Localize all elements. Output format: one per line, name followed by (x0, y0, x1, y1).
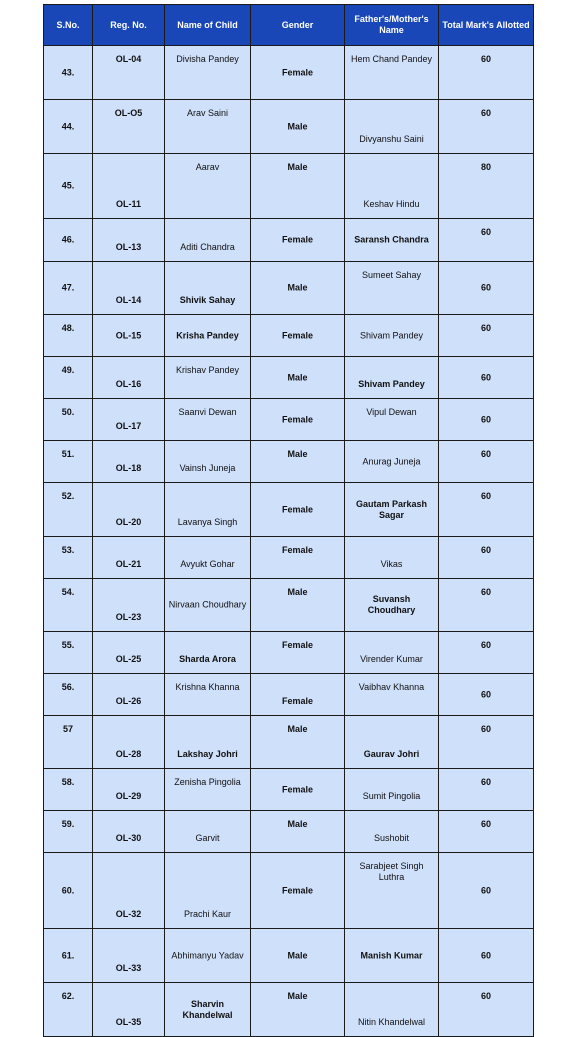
cell-sno-text: 45. (61, 180, 75, 191)
cell-sno-text: 44. (61, 121, 75, 131)
cell-gender (251, 315, 345, 357)
cell-parent-name-text: Saransh Chandra (354, 234, 429, 245)
cell-sno-text: 48. (61, 323, 75, 333)
cell-child-name (165, 983, 251, 1037)
cell-child-name-text: Krisha Pandey (176, 330, 239, 340)
cell-total-marks-text: 60 (480, 950, 491, 960)
cell-parent-name-text: Divyanshu Saini (359, 134, 424, 144)
cell-total-marks (439, 632, 534, 674)
table-row (44, 983, 534, 1037)
table-row (44, 537, 534, 579)
cell-child-name (165, 716, 251, 769)
cell-reg-no (93, 219, 165, 262)
table-row (44, 929, 534, 983)
cell-gender-text: Male (287, 282, 308, 293)
cell-parent-name (345, 716, 439, 769)
cell-sno-text: 58. (61, 777, 75, 787)
cell-sno (44, 716, 93, 769)
cell-reg-no (93, 537, 165, 579)
cell-child-name (165, 100, 251, 154)
cell-child-name (165, 579, 251, 632)
cell-total-marks (439, 441, 534, 483)
cell-gender (251, 219, 345, 262)
cell-parent-name-text: Sarabjeet Singh Luthra (359, 861, 424, 882)
cell-child-name (165, 46, 251, 100)
cell-reg-no-text: OL-32 (115, 909, 142, 919)
cell-sno (44, 579, 93, 632)
cell-reg-no-text: OL-13 (115, 242, 142, 252)
cell-reg-no-text: OL-14 (115, 295, 142, 305)
cell-total-marks-text: 60 (480, 108, 491, 118)
cell-parent-name-text: Anurag Juneja (362, 456, 421, 466)
cell-total-marks (439, 769, 534, 811)
cell-child-name (165, 483, 251, 537)
cell-total-marks-text: 60 (480, 414, 491, 424)
cell-total-marks-text: 60 (480, 777, 491, 787)
header-sno: S.No. (44, 5, 93, 46)
cell-reg-no-text: OL-25 (115, 654, 142, 664)
results-table-container (43, 4, 533, 1037)
cell-total-marks-text: 60 (480, 724, 491, 734)
cell-sno-text: 62. (61, 991, 75, 1001)
cell-child-name-text: Sharvin Khandelwal (182, 998, 233, 1020)
cell-total-marks-text: 60 (480, 227, 491, 237)
cell-sno-text: 46. (61, 234, 75, 245)
cell-reg-no-text: OL-30 (115, 833, 142, 843)
cell-gender-text: Female (281, 330, 314, 340)
cell-child-name-text: Avyukt Gohar (180, 559, 235, 569)
cell-parent-name (345, 929, 439, 983)
cell-sno (44, 262, 93, 315)
cell-parent-name (345, 537, 439, 579)
cell-sno (44, 853, 93, 929)
cell-gender (251, 537, 345, 579)
cell-sno-text: 61. (61, 950, 75, 960)
cell-child-name-text: Vainsh Juneja (179, 463, 236, 473)
cell-total-marks (439, 357, 534, 399)
table-row (44, 811, 534, 853)
cell-reg-no (93, 811, 165, 853)
cell-child-name (165, 769, 251, 811)
cell-child-name (165, 537, 251, 579)
cell-parent-name-text: Sushobit (373, 833, 410, 843)
cell-reg-no (93, 579, 165, 632)
cell-total-marks (439, 983, 534, 1037)
cell-parent-name (345, 483, 439, 537)
cell-reg-no-text: OL-18 (115, 463, 142, 473)
cell-parent-name-text: Sumeet Sahay (361, 270, 422, 280)
cell-total-marks (439, 262, 534, 315)
cell-gender-text: Male (287, 162, 308, 172)
cell-parent-name (345, 154, 439, 219)
header-row (44, 5, 534, 46)
cell-parent-name (345, 100, 439, 154)
cell-gender (251, 929, 345, 983)
cell-child-name-text: Prachi Kaur (183, 909, 232, 919)
cell-total-marks (439, 399, 534, 441)
cell-total-marks (439, 811, 534, 853)
cell-child-name (165, 315, 251, 357)
cell-child-name-text: Lakshay Johri (177, 749, 238, 759)
cell-total-marks (439, 154, 534, 219)
cell-gender-text: Female (281, 234, 314, 245)
cell-reg-no (93, 441, 165, 483)
cell-parent-name (345, 579, 439, 632)
cell-child-name (165, 357, 251, 399)
cell-gender (251, 100, 345, 154)
table-row (44, 262, 534, 315)
cell-sno-text: 43. (61, 67, 75, 77)
cell-gender (251, 716, 345, 769)
header-gender: Gender (251, 5, 345, 46)
cell-total-marks-text: 60 (480, 282, 491, 293)
cell-reg-no-text: OL-20 (115, 517, 142, 527)
header-child-name: Name of Child (165, 5, 251, 46)
cell-sno-text: 60. (61, 885, 75, 895)
cell-gender-text: Female (281, 885, 314, 895)
cell-gender (251, 983, 345, 1037)
cell-reg-no (93, 483, 165, 537)
table-row (44, 219, 534, 262)
cell-reg-no-text: OL-23 (115, 612, 142, 622)
cell-sno (44, 537, 93, 579)
cell-child-name-text: Aarav (195, 162, 220, 172)
cell-child-name (165, 853, 251, 929)
header-parent-name: Father's/Mother's Name (345, 5, 439, 46)
cell-gender (251, 357, 345, 399)
cell-child-name (165, 674, 251, 716)
cell-gender-text: Female (281, 784, 314, 794)
cell-sno-text: 51. (61, 449, 75, 459)
cell-gender-text: Female (281, 640, 314, 650)
cell-sno (44, 315, 93, 357)
table-row (44, 483, 534, 537)
cell-total-marks-text: 60 (480, 372, 491, 382)
cell-child-name (165, 262, 251, 315)
cell-child-name-text: Krishav Pandey (175, 365, 240, 375)
cell-parent-name-text: Virender Kumar (360, 654, 423, 664)
cell-parent-name (345, 46, 439, 100)
cell-child-name-text: Arav Saini (186, 108, 229, 118)
cell-parent-name (345, 769, 439, 811)
cell-gender-text: Female (281, 545, 314, 555)
cell-parent-name-text: Keshav Hindu (363, 199, 420, 209)
table-row (44, 716, 534, 769)
cell-reg-no-text: OL-28 (115, 749, 142, 759)
cell-sno (44, 811, 93, 853)
cell-child-name (165, 632, 251, 674)
cell-sno (44, 674, 93, 716)
cell-gender (251, 811, 345, 853)
cell-reg-no (93, 46, 165, 100)
cell-parent-name-text: Sumit Pingolia (362, 791, 421, 801)
cell-total-marks (439, 716, 534, 769)
cell-sno-text: 52. (61, 491, 75, 501)
cell-gender-text: Male (287, 449, 308, 459)
cell-reg-no-text: OL-16 (115, 379, 142, 389)
cell-gender-text: Female (281, 504, 314, 514)
cell-child-name (165, 929, 251, 983)
cell-child-name (165, 811, 251, 853)
cell-gender (251, 579, 345, 632)
cell-reg-no (93, 154, 165, 219)
cell-parent-name-text: Vipul Dewan (366, 407, 417, 417)
cell-sno-text: 53. (61, 545, 75, 555)
cell-reg-no (93, 632, 165, 674)
cell-sno (44, 929, 93, 983)
cell-sno-text: 49. (61, 365, 75, 375)
cell-reg-no-text: OL-04 (115, 54, 142, 64)
table-row (44, 46, 534, 100)
cell-child-name-text: Sharda Arora (179, 654, 236, 664)
cell-total-marks-text: 60 (480, 54, 491, 64)
cell-total-marks (439, 100, 534, 154)
cell-total-marks-text: 60 (480, 449, 491, 459)
cell-reg-no (93, 315, 165, 357)
cell-sno-text: 57 (62, 724, 73, 734)
cell-gender-text: Male (287, 991, 308, 1001)
cell-sno-text: 59. (61, 819, 75, 829)
cell-gender-text: Female (281, 696, 314, 706)
cell-parent-name (345, 262, 439, 315)
cell-gender (251, 46, 345, 100)
cell-reg-no-text: OL-21 (115, 559, 142, 569)
cell-sno (44, 632, 93, 674)
cell-sno (44, 441, 93, 483)
cell-parent-name-text: Vaibhav Khanna (358, 682, 425, 692)
cell-sno-text: 55. (61, 640, 75, 650)
cell-reg-no (93, 399, 165, 441)
cell-sno (44, 483, 93, 537)
cell-total-marks (439, 315, 534, 357)
cell-sno (44, 154, 93, 219)
cell-total-marks-text: 60 (480, 689, 491, 699)
cell-gender (251, 483, 345, 537)
cell-total-marks-text: 60 (480, 885, 491, 895)
cell-gender-text: Male (287, 587, 308, 597)
cell-total-marks-text: 60 (480, 587, 491, 597)
table-row (44, 315, 534, 357)
cell-gender-text: Female (281, 67, 314, 77)
cell-sno (44, 983, 93, 1037)
cell-parent-name (345, 632, 439, 674)
header-total-marks: Total Mark's Allotted (439, 5, 534, 46)
cell-total-marks (439, 674, 534, 716)
results-table (43, 4, 534, 1037)
cell-reg-no (93, 262, 165, 315)
cell-child-name-text: Krishna Khanna (175, 682, 240, 692)
table-row (44, 579, 534, 632)
table-row (44, 357, 534, 399)
cell-reg-no (93, 769, 165, 811)
table-row (44, 632, 534, 674)
table-row (44, 441, 534, 483)
cell-total-marks-text: 60 (480, 819, 491, 829)
cell-total-marks-text: 60 (480, 640, 491, 650)
cell-total-marks-text: 80 (480, 162, 491, 172)
cell-reg-no (93, 674, 165, 716)
cell-child-name (165, 219, 251, 262)
cell-child-name-text: Divisha Pandey (176, 54, 239, 64)
cell-gender (251, 674, 345, 716)
cell-gender (251, 853, 345, 929)
cell-parent-name (345, 853, 439, 929)
cell-gender (251, 769, 345, 811)
cell-sno (44, 219, 93, 262)
table-row (44, 769, 534, 811)
cell-reg-no-text: OL-29 (115, 791, 142, 801)
cell-child-name-text: Zenisha Pingolia (174, 777, 241, 787)
cell-child-name-text: Shivik Sahay (179, 295, 236, 305)
cell-parent-name-text: Hem Chand Pandey (350, 54, 433, 64)
cell-child-name (165, 441, 251, 483)
cell-gender-text: Male (287, 819, 308, 829)
cell-child-name-text: Nirvaan Choudhary (168, 599, 247, 610)
cell-sno-text: 56. (61, 682, 75, 692)
cell-reg-no (93, 929, 165, 983)
cell-parent-name-text: Shivam Pandey (358, 379, 425, 389)
cell-parent-name-text: Gaurav Johri (363, 749, 420, 759)
table-row (44, 154, 534, 219)
cell-total-marks (439, 537, 534, 579)
cell-parent-name-text: Vikas (380, 559, 403, 569)
cell-gender (251, 441, 345, 483)
cell-reg-no (93, 357, 165, 399)
cell-reg-no-text: OL-15 (115, 330, 142, 340)
cell-sno (44, 769, 93, 811)
cell-gender-text: Female (281, 414, 314, 424)
cell-parent-name-text: Manish Kumar (360, 950, 423, 960)
cell-parent-name-text: Gautam Parkash Sagar (355, 498, 428, 520)
cell-parent-name (345, 315, 439, 357)
table-row (44, 674, 534, 716)
cell-reg-no (93, 716, 165, 769)
cell-sno (44, 399, 93, 441)
cell-gender-text: Male (287, 724, 308, 734)
cell-sno (44, 46, 93, 100)
cell-reg-no (93, 100, 165, 154)
cell-total-marks (439, 46, 534, 100)
cell-sno-text: 54. (61, 587, 75, 597)
cell-gender (251, 154, 345, 219)
cell-parent-name (345, 674, 439, 716)
cell-total-marks-text: 60 (480, 545, 491, 555)
cell-reg-no-text: OL-O5 (114, 108, 143, 118)
cell-child-name (165, 154, 251, 219)
cell-parent-name-text: Suvansh Choudhary (367, 594, 416, 615)
cell-total-marks-text: 60 (480, 991, 491, 1001)
cell-parent-name (345, 811, 439, 853)
cell-parent-name (345, 357, 439, 399)
cell-gender-text: Male (287, 950, 308, 960)
cell-total-marks-text: 60 (480, 323, 491, 333)
table-row (44, 399, 534, 441)
header-reg-no: Reg. No. (93, 5, 165, 46)
table-row (44, 853, 534, 929)
cell-reg-no-text: OL-33 (115, 963, 142, 973)
cell-parent-name (345, 441, 439, 483)
cell-total-marks (439, 219, 534, 262)
cell-child-name-text: Lavanya Singh (177, 517, 238, 527)
cell-gender (251, 399, 345, 441)
cell-reg-no-text: OL-11 (115, 199, 141, 209)
cell-reg-no-text: OL-26 (115, 696, 142, 706)
cell-parent-name (345, 219, 439, 262)
cell-reg-no (93, 983, 165, 1037)
cell-parent-name (345, 983, 439, 1037)
cell-child-name-text: Garvit (195, 833, 220, 843)
cell-sno (44, 357, 93, 399)
cell-sno-text: 50. (61, 407, 75, 417)
cell-parent-name (345, 399, 439, 441)
cell-gender-text: Male (287, 121, 308, 131)
cell-gender (251, 632, 345, 674)
cell-total-marks (439, 929, 534, 983)
cell-total-marks (439, 853, 534, 929)
cell-total-marks (439, 483, 534, 537)
cell-total-marks-text: 60 (480, 491, 491, 501)
cell-reg-no-text: OL-17 (115, 421, 142, 431)
cell-parent-name-text: Nitin Khandelwal (357, 1017, 426, 1027)
cell-child-name (165, 399, 251, 441)
cell-reg-no-text: OL-35 (115, 1017, 142, 1027)
cell-child-name-text: Abhimanyu Yadav (171, 950, 244, 960)
cell-reg-no (93, 853, 165, 929)
cell-gender-text: Male (287, 372, 308, 382)
cell-child-name-text: Aditi Chandra (180, 242, 235, 252)
cell-gender (251, 262, 345, 315)
cell-child-name-text: Saanvi Dewan (178, 407, 237, 417)
cell-sno (44, 100, 93, 154)
table-row (44, 100, 534, 154)
cell-parent-name-text: Shivam Pandey (359, 330, 424, 340)
cell-total-marks (439, 579, 534, 632)
cell-sno-text: 47. (61, 282, 75, 293)
